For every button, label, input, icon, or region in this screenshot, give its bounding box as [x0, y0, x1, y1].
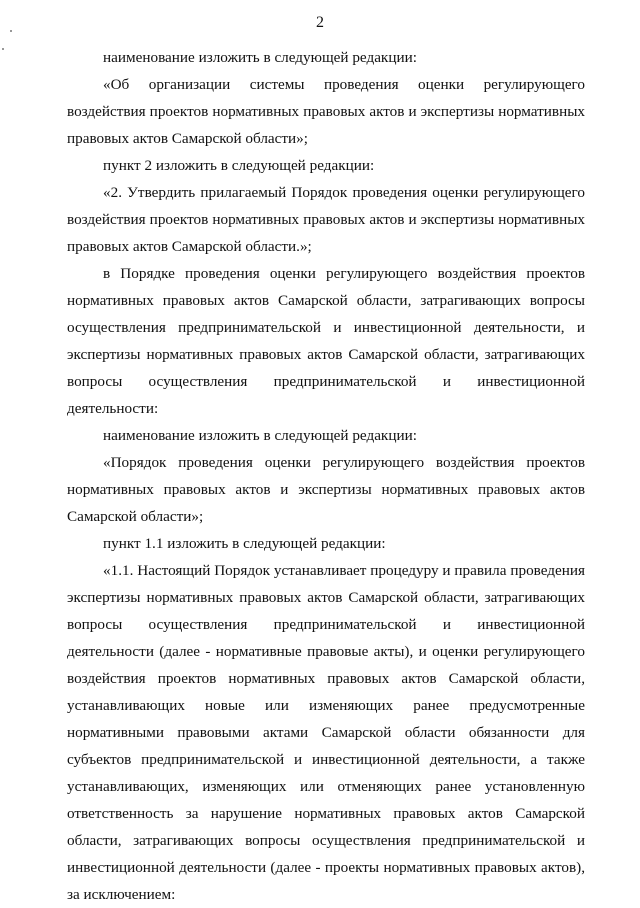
paragraph-point-1-1-text: «1.1. Настоящий Порядок устанавливает процедуру и правила проведения экспертизы нормативных правовых актов Самарской области, затрагивающих вопросы осуществления предпринимательской и инвестиционной деятельности (далее - нормативные правовые акты), и оценки регулирующего воздействия проектов нормативных правовых актов Самарской области, устанавливающих новые или изменяющих ранее предусмотренные нормативными правовыми актами Самарской области обязанности для субъектов предпринимательской и инвестиционной деятельности, а также устанавливающих, изменяющих или отменяющих ранее установленную ответственность за нарушение нормативных правовых актов Самарской области, затрагивающих вопросы осуществления предпринимательской и инвестиционной деятельности (далее - проекты нормативных правовых актов), за исключением: — [67, 562, 585, 903]
document-body — [67, 44, 585, 908]
paragraph-new-title: «Об организации системы проведения оценки регулирующего воздействия проектов нормативных правовых актов и экспертизы нормативных правовых актов Самарской области»; — [67, 76, 585, 147]
paragraph-title-instruction: наименование изложить в следующей редакции: — [103, 49, 417, 66]
paragraph-procedure-new-title: «Порядок проведения оценки регулирующего воздействия проектов нормативных правовых актов и экспертизы нормативных правовых актов Самарской области»; — [67, 454, 585, 525]
paragraph-point-2-text: «2. Утвердить прилагаемый Порядок проведения оценки регулирующего воздействия проектов нормативных правовых актов и экспертизы нормативных правовых актов Самарской области.»; — [67, 184, 585, 255]
scan-speck — [2, 48, 4, 50]
paragraph-procedure-title-instruction: наименование изложить в следующей редакции: — [103, 427, 417, 444]
paragraph-point-1-1-instruction: пункт 1.1 изложить в следующей редакции: — [103, 535, 386, 552]
paragraph-point-2-instruction: пункт 2 изложить в следующей редакции: — [103, 157, 375, 174]
paragraph-procedure-intro: в Порядке проведения оценки регулирующего воздействия проектов нормативных правовых актов Самарской области, затрагивающих вопросы осуществления предпринимательской и инвестиционной деятельности, и экспертизы нормативных правовых актов Самарской области, затрагивающих вопросы осуществления предпринимательской и инвестиционной деятельности: — [67, 265, 585, 417]
page-number: 2 — [316, 14, 324, 31]
